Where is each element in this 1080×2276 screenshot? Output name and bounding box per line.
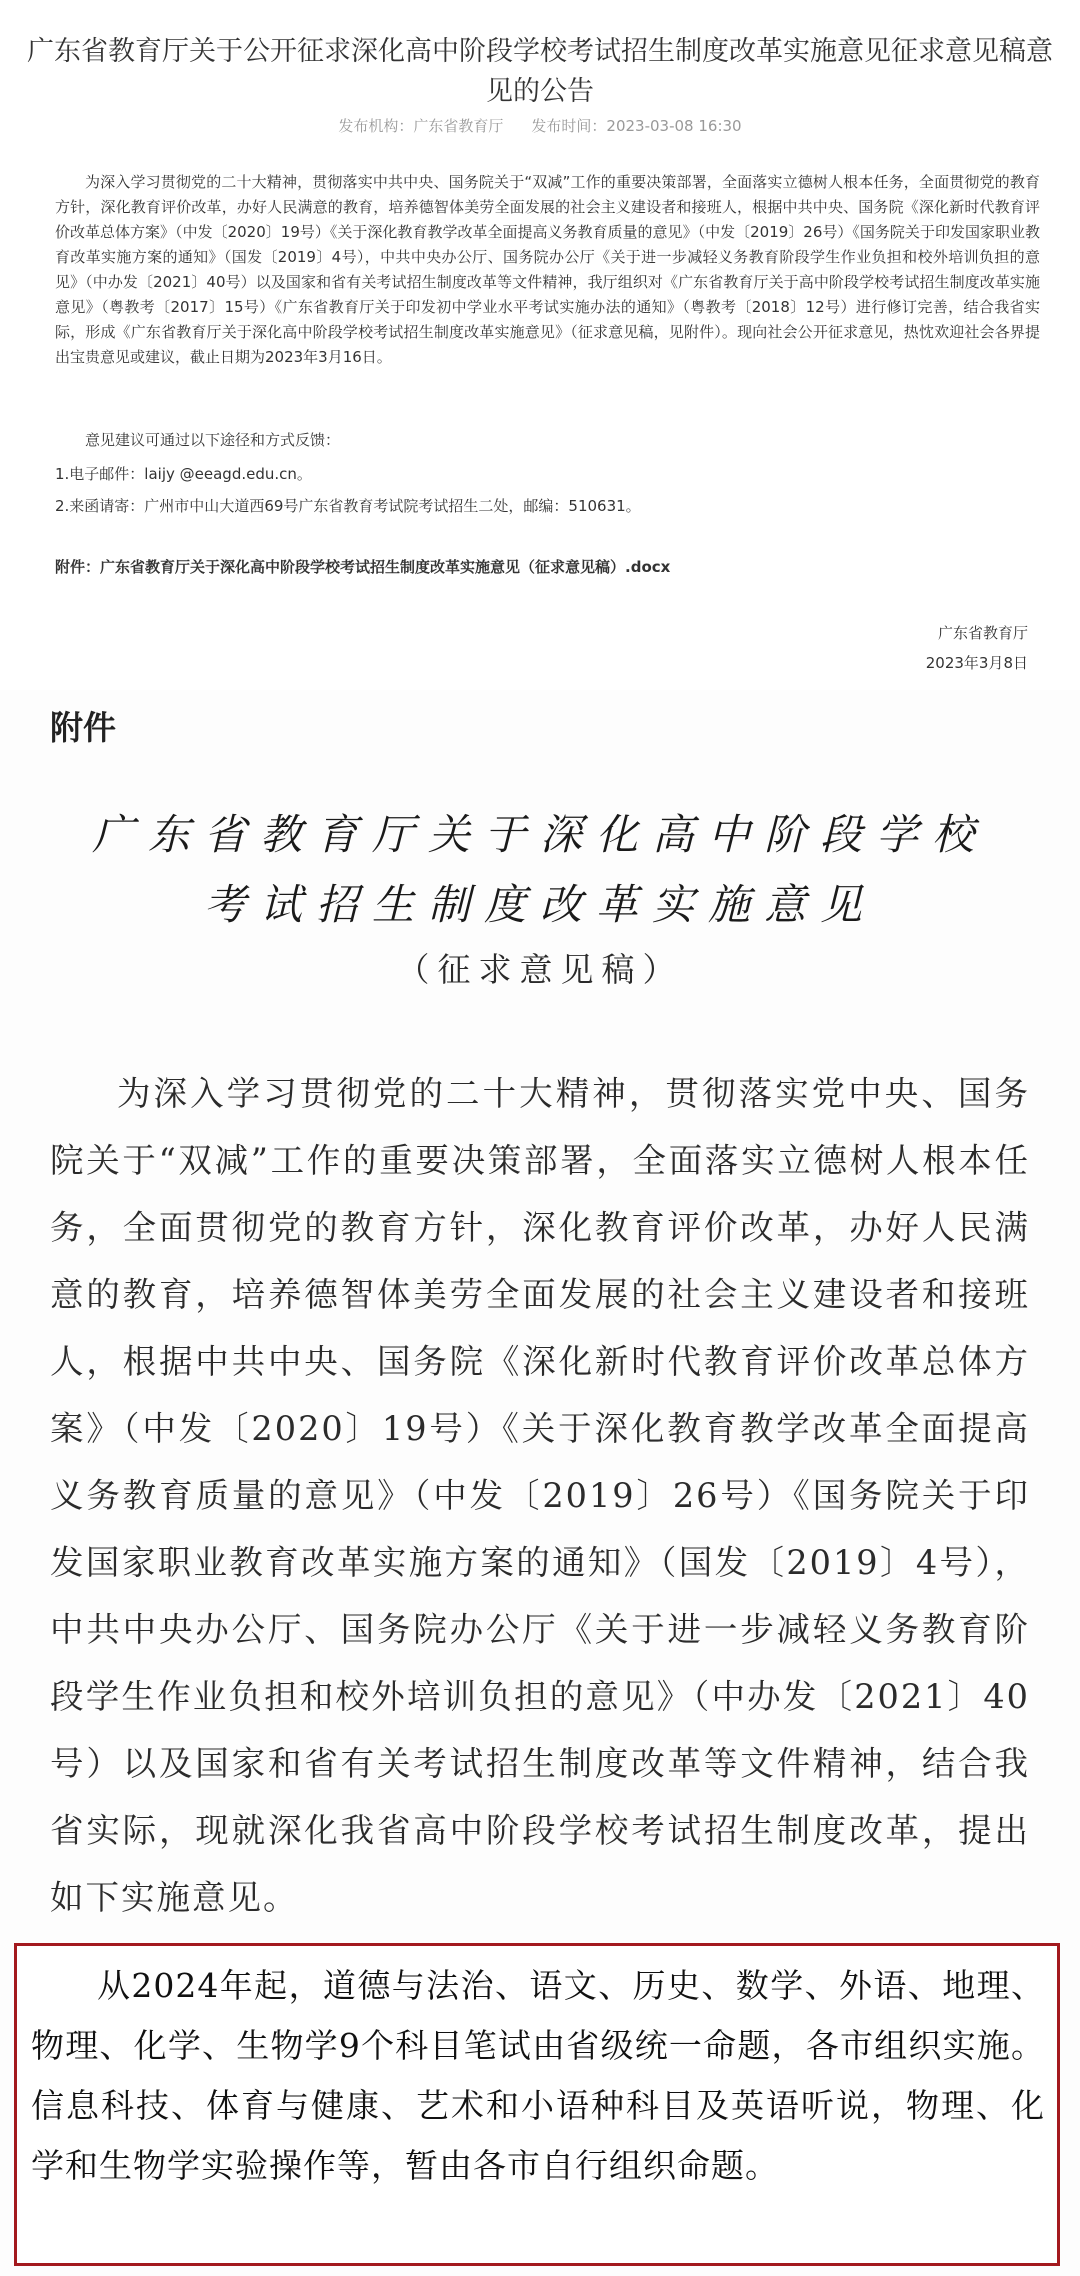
- feedback-email: 1.电子邮件：laijy @eeagd.edu.cn。: [55, 465, 312, 483]
- attachment-label: 附件: [50, 708, 116, 747]
- doc-title-line-2: 考试招生制度改革实施意见: [203, 880, 876, 929]
- article-meta: [0, 115, 1080, 137]
- doc-title-line-1: 广东省教育厅关于深化高中阶段学校: [91, 810, 988, 859]
- doc-subtitle: （征求意见稿）: [396, 950, 684, 989]
- publish-time: 发布时间：2023-03-08 16:30: [531, 117, 742, 135]
- signature-org: 广东省教育厅: [937, 624, 1028, 642]
- attachment-link[interactable]: 附件：广东省教育厅关于深化高中阶段学校考试招生制度改革实施意见（征求意见稿）.docx: [55, 558, 671, 576]
- highlight-paragraph: 从2024年起，道德与法治、语文、历史、数学、外语、地理、物理、化学、生物学9个科目笔试由省级统一命题，各市组织实施。信息科技、体育与健康、艺术和小语种科目及英语听说，物理、化学和生物学实验操作等，暂由各市自行组织命题。: [31, 1966, 1045, 2185]
- highlight-box: [14, 1943, 1060, 2266]
- scanned-document: [0, 690, 1080, 2276]
- page-title: 广东省教育厅关于公开征求深化高中阶段学校考试招生制度改革实施意见征求意见稿意见的公告: [27, 36, 1053, 107]
- intro-paragraph: 为深入学习贯彻党的二十大精神，贯彻落实中共中央、国务院关于“双减”工作的重要决策部署，全面落实立德树人根本任务，全面贯彻党的教育方针，深化教育评价改革，办好人民满意的教育，培养德智体美劳全面发展的社会主义建设者和接班人，根据中共中央、国务院《深化新时代教育评价改革总体方案》（中发〔2020〕19号）《关于深化教育教学改革全面提高义务教育质量的意见》（中发〔2019〕26号）《国务院关于印发国家职业教育改革实施方案的通知》（国发〔2019〕4号），中共中央办公厅、国务院办公厅《关于进一步减轻义务教育阶段学生作业负担和校外培训负担的意见》（中办发〔2021〕40号）以及国家和省有关考试招生制度改革等文件精神，我厅组织对《广东省教育厅关于高中阶段学校考试招生制度改革实施意见》（粤教考〔2017〕15号）《广东省教育厅关于印发初中学业水平考试实施办法的通知》（粤教考〔2018〕12号）进行修订完善，结合我省实际，形成《广东省教育厅关于深化高中阶段学校考试招生制度改革实施意见》（征求意见稿，见附件）。现向社会公开征求意见，热忱欢迎社会各界提出宝贵意见或建议，截止日期为2023年3月16日。: [55, 173, 1040, 366]
- feedback-mail-address: 2.来函请寄：广州市中山大道西69号广东省教育考试院考试招生二处，邮编：510631。: [55, 497, 641, 515]
- signature: [926, 618, 1028, 678]
- publisher-label: 发布机构：广东省教育厅: [338, 117, 504, 135]
- feedback-intro: 意见建议可通过以下途径和方式反馈：: [85, 431, 341, 449]
- signature-date: 2023年3月8日: [925, 654, 1028, 672]
- doc-body-paragraph: 为深入学习贯彻党的二十大精神，贯彻落实党中央、国务院关于“双减”工作的重要决策部署，全面落实立德树人根本任务，全面贯彻党的教育方针，深化教育评价改革，办好人民满意的教育，培养德智体美劳全面发展的社会主义建设者和接班人，根据中共中央、国务院《深化新时代教育评价改革总体方案》（中发〔2020〕19号）《关于深化教育教学改革全面提高义务教育质量的意见》（中发〔2019〕26号）《国务院关于印发国家职业教育改革实施方案的通知》（国发〔2019〕4号），中共中央办公厅、国务院办公厅《关于进一步减轻义务教育阶段学生作业负担和校外培训负担的意见》（中办发〔2021〕40号）以及国家和省有关考试招生制度改革等文件精神，结合我省实际，现就深化我省高中阶段学校考试招生制度改革，提出如下实施意见。: [50, 1074, 1030, 1917]
